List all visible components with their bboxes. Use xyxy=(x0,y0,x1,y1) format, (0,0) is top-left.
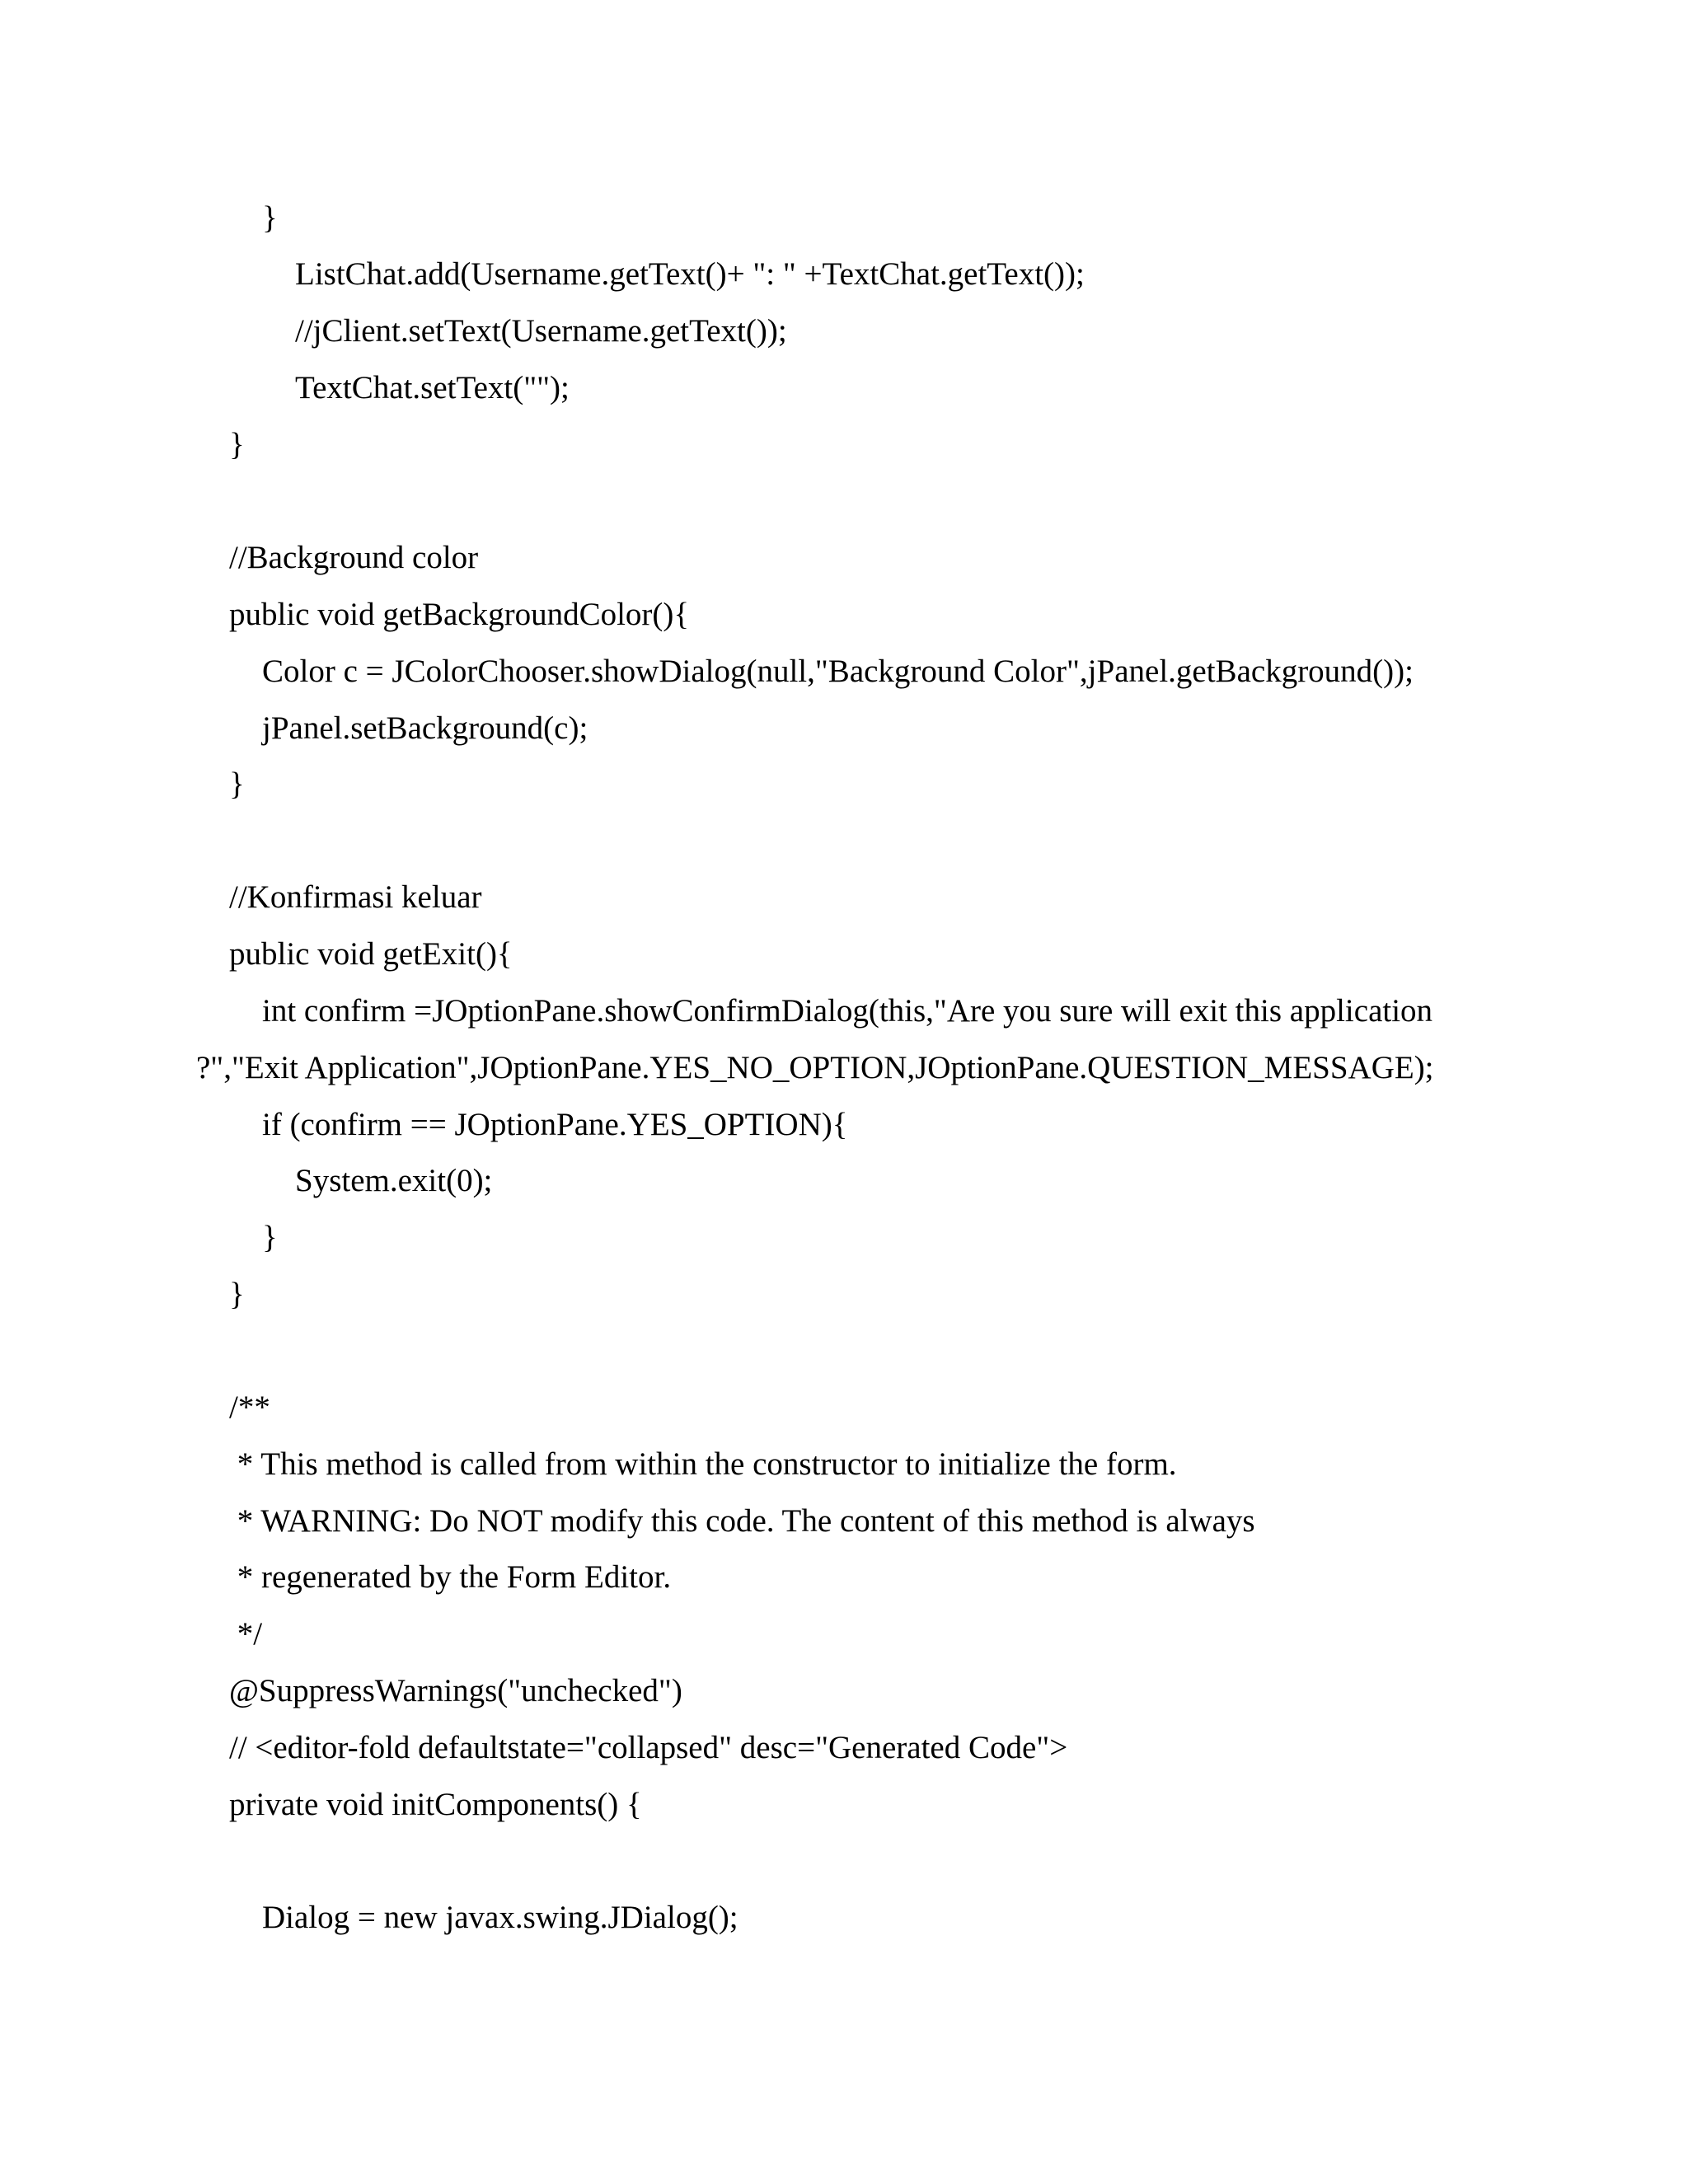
code-line: public void getExit(){ xyxy=(229,936,513,972)
code-line: /** xyxy=(229,1390,270,1425)
code-line: * This method is called from within the constructor to initialize the form. xyxy=(229,1446,1177,1482)
code-line: @SuppressWarnings("unchecked") xyxy=(229,1673,682,1708)
code-line: } xyxy=(262,200,278,236)
code-line: } xyxy=(229,766,245,802)
code-line: * WARNING: Do NOT modify this code. The content of this method is always xyxy=(229,1503,1255,1539)
code-line: //Konfirmasi keluar xyxy=(229,879,482,915)
code-line: } xyxy=(229,1277,245,1312)
code-line: * regenerated by the Form Editor. xyxy=(229,1559,672,1595)
code-line: */ xyxy=(229,1616,263,1652)
code-line: if (confirm == JOptionPane.YES_OPTION){ xyxy=(262,1107,848,1142)
code-line: TextChat.setText(""); xyxy=(295,370,570,405)
code-line: Color c = JColorChooser.showDialog(null,"Background Color",jPanel.getBackground()); xyxy=(262,654,1414,689)
code-line: //Background color xyxy=(229,540,479,575)
code-line: Dialog = new javax.swing.JDialog(); xyxy=(262,1900,738,1935)
code-line: } xyxy=(262,1220,278,1255)
code-line: private void initComponents() { xyxy=(229,1787,642,1822)
code-line: ListChat.add(Username.getText()+ ": " +TextChat.getText()); xyxy=(295,256,1085,292)
code-line: //jClient.setText(Username.getText()); xyxy=(295,313,787,349)
code-line: // <editor-fold defaultstate="collapsed" desc="Generated Code"> xyxy=(229,1730,1068,1765)
code-line: ?","Exit Application",JOptionPane.YES_NO_OPTION,JOptionPane.QUESTION_MESSAGE); xyxy=(196,1050,1434,1085)
code-line: public void getBackgroundColor(){ xyxy=(229,597,690,632)
code-line: int confirm =JOptionPane.showConfirmDialog(this,"Are you sure will exit this application xyxy=(262,993,1433,1029)
code-line: System.exit(0); xyxy=(295,1163,493,1198)
code-line: } xyxy=(229,427,245,462)
code-line: jPanel.setBackground(c); xyxy=(262,710,588,746)
